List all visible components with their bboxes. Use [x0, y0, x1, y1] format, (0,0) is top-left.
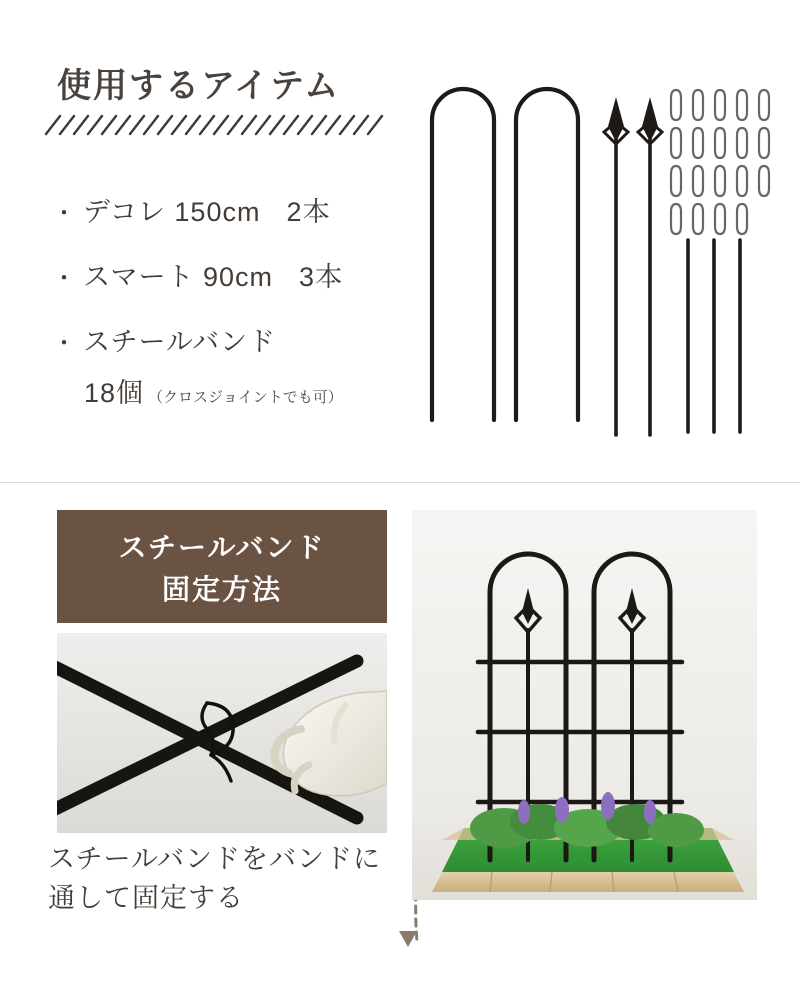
- items-section: [0, 0, 800, 470]
- band-fixing-photo: [57, 633, 387, 833]
- list-item: [52, 190, 422, 229]
- band-howto-header: [57, 510, 387, 623]
- list-item: [52, 320, 422, 359]
- item-note: （クロスジョイントでも可）: [148, 389, 343, 406]
- band-howto-header-line2: 固定方法: [161, 573, 282, 605]
- item-quantity: 3本: [299, 262, 344, 292]
- section-divider: [0, 482, 800, 483]
- bullet-icon: ・: [52, 265, 77, 292]
- band-howto-header-line1: スチールバンド: [118, 531, 326, 563]
- parts-illustration: [410, 60, 780, 450]
- item-name: デコレ 150cm: [83, 197, 261, 227]
- assembled-trellis-photo: [412, 510, 757, 900]
- hatched-rule-decoration: [44, 112, 384, 138]
- item-quantity: 2本: [286, 197, 331, 227]
- list-item-quantity-note: [84, 371, 422, 410]
- parts-list: [52, 190, 422, 410]
- bullet-icon: ・: [52, 200, 77, 227]
- item-name: スマート 90cm: [83, 262, 273, 292]
- page-title: 使用するアイテム: [57, 67, 341, 105]
- band-howto-caption: スチールバンドをバンドに通して固定する: [48, 844, 382, 914]
- item-quantity: 18個: [84, 378, 145, 408]
- list-item: [52, 255, 422, 294]
- band-howto-section: [0, 500, 800, 984]
- bullet-icon: ・: [52, 330, 77, 357]
- item-name: スチールバンド: [83, 327, 277, 357]
